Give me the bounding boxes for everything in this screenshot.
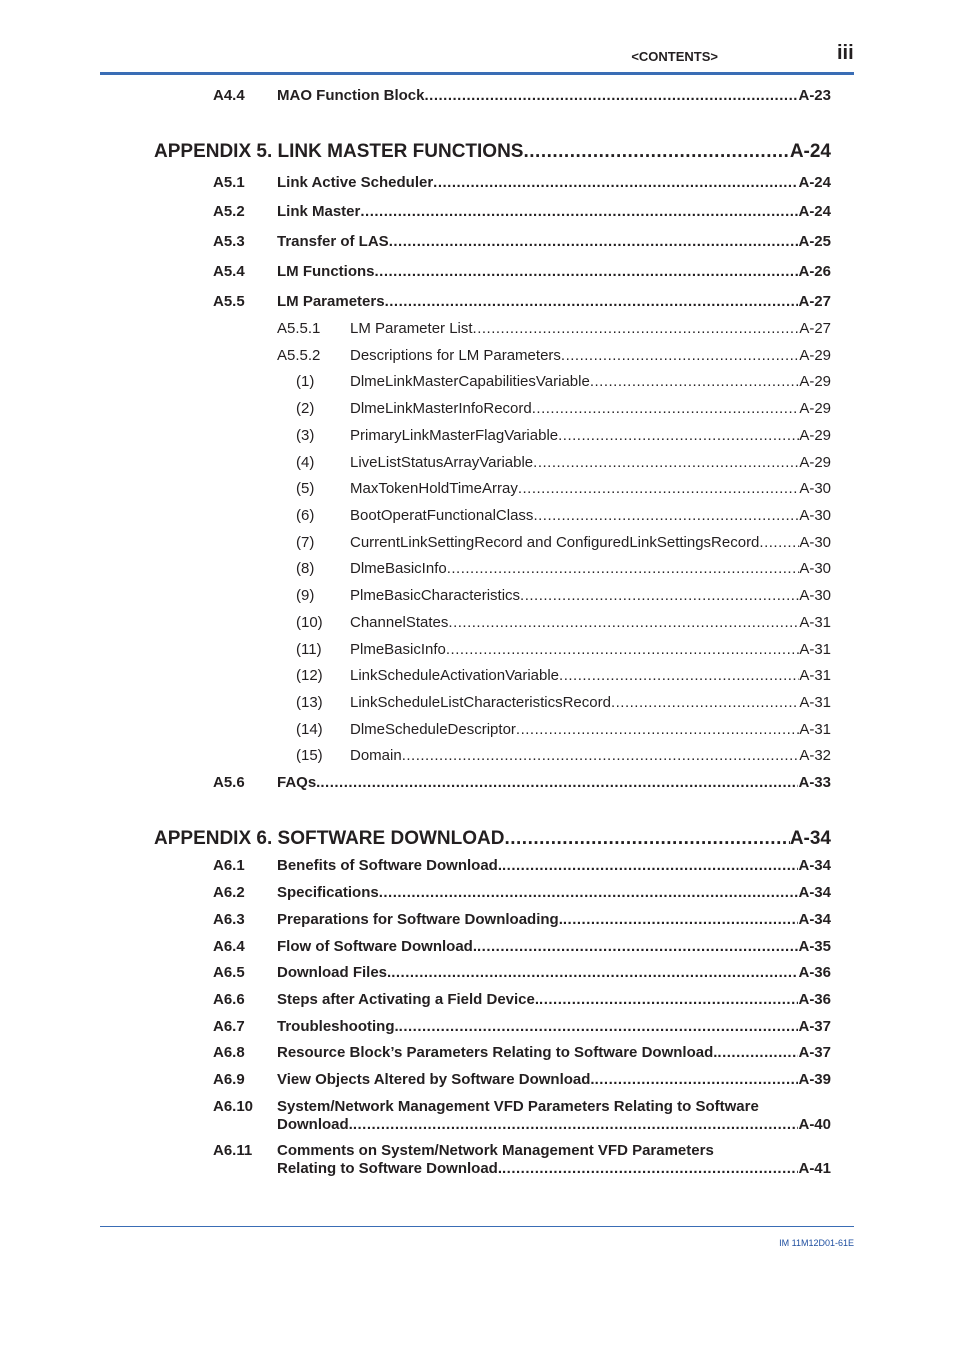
entry-number: (10) xyxy=(296,614,323,631)
entry-page: A-27 xyxy=(799,320,831,337)
toc-entry-param-2[interactable] xyxy=(350,400,831,420)
toc-entry-param-12[interactable] xyxy=(350,667,831,687)
entry-number: (5) xyxy=(296,480,315,497)
entry-number: (15) xyxy=(296,747,323,764)
entry-page: A-39 xyxy=(798,1071,831,1088)
dot-leader xyxy=(558,427,799,444)
entry-page: A-29 xyxy=(799,400,831,417)
entry-title: Domain xyxy=(350,747,402,764)
dot-leader xyxy=(375,263,799,280)
entry-title: LM Parameter List xyxy=(350,320,473,337)
entry-number: (9) xyxy=(296,587,315,604)
dot-leader xyxy=(759,534,799,551)
toc-appendix-6[interactable] xyxy=(154,828,831,852)
page-number: iii xyxy=(837,42,854,64)
dot-leader xyxy=(611,694,799,711)
toc-entry-a6-7[interactable] xyxy=(277,1018,831,1038)
entry-number: (8) xyxy=(296,560,315,577)
entry-number: A5.1 xyxy=(213,174,245,191)
toc-entry-param-14[interactable] xyxy=(350,721,831,741)
entry-title: FAQs. xyxy=(277,774,321,791)
entry-page: A-31 xyxy=(799,641,831,658)
entry-title: Preparations for Software Downloading. xyxy=(277,911,563,928)
entry-title: Link Active Scheduler xyxy=(277,174,434,191)
entry-title: PlmeBasicInfo xyxy=(350,641,446,658)
entry-title: CurrentLinkSettingRecord and ConfiguredLinkSettingsRecord xyxy=(350,534,760,551)
dot-leader xyxy=(559,667,799,684)
entry-title: Transfer of LAS xyxy=(277,233,389,250)
entry-page: A-30 xyxy=(799,480,831,497)
toc-entry-param-5[interactable] xyxy=(350,480,831,500)
appendix-page: A-34 xyxy=(789,828,831,849)
entry-page: A-25 xyxy=(798,233,831,250)
entry-number: (13) xyxy=(296,694,323,711)
entry-title: Flow of Software Download. xyxy=(277,938,477,955)
appendix-title: APPENDIX 5. LINK MASTER FUNCTIONS xyxy=(154,141,524,162)
toc-entry-param-10[interactable] xyxy=(350,614,831,634)
dot-leader xyxy=(502,857,798,874)
toc-entry-param-4[interactable] xyxy=(350,454,831,474)
entry-page: A-35 xyxy=(798,938,831,955)
toc-entry-param-7[interactable] xyxy=(350,534,831,554)
toc-entry-a5-2[interactable] xyxy=(277,203,831,223)
toc-entry-param-3[interactable] xyxy=(350,427,831,447)
entry-number: A5.4 xyxy=(213,263,245,280)
entry-page: A-32 xyxy=(799,747,831,764)
toc-entry-a5-6[interactable] xyxy=(277,774,831,794)
entry-page: A-31 xyxy=(799,694,831,711)
dot-leader xyxy=(563,911,799,928)
footer-rule xyxy=(100,1226,854,1227)
entry-number: A6.1 xyxy=(213,857,245,874)
entry-title: LM Functions xyxy=(277,263,375,280)
entry-title: Relating to Software Download. xyxy=(277,1160,503,1177)
dot-leader xyxy=(448,614,799,631)
entry-title: Link Master xyxy=(277,203,361,220)
entry-page: A-29 xyxy=(799,373,831,390)
entry-number: A5.5 xyxy=(213,293,245,310)
toc-entry-a6-10[interactable] xyxy=(277,1116,831,1136)
entry-page: A-26 xyxy=(798,263,831,280)
entry-page: A-34 xyxy=(798,884,831,901)
toc-entry-param-8[interactable] xyxy=(350,560,831,580)
entry-number: A6.2 xyxy=(213,884,245,901)
entry-page: A-41 xyxy=(798,1160,831,1177)
document-id: IM 11M12D01-61E xyxy=(779,1238,854,1248)
entry-title: PlmeBasicCharacteristics xyxy=(350,587,521,604)
entry-page: A-29 xyxy=(799,347,831,364)
entry-title: Download Files. xyxy=(277,964,392,981)
entry-number: (12) xyxy=(296,667,323,684)
header-label: <CONTENTS> xyxy=(631,49,718,64)
toc-entry-param-13[interactable] xyxy=(350,694,831,714)
entry-page: A-33 xyxy=(798,774,831,791)
toc-appendix-5[interactable] xyxy=(154,141,831,165)
dot-leader xyxy=(379,884,799,901)
dot-leader xyxy=(433,174,798,191)
toc-entry-a5-5-1[interactable] xyxy=(350,320,831,340)
entry-title: PrimaryLinkMasterFlagVariable xyxy=(350,427,559,444)
entry-number: A4.4 xyxy=(213,87,245,104)
dot-leader xyxy=(539,991,798,1008)
entry-title: Steps after Activating a Field Device. xyxy=(277,991,540,1008)
entry-number: (6) xyxy=(296,507,315,524)
dot-leader xyxy=(520,587,799,604)
entry-page: A-34 xyxy=(798,911,831,928)
toc-entry-param-6[interactable] xyxy=(350,507,831,527)
toc-entry-a6-9[interactable] xyxy=(277,1071,831,1091)
entry-page: A-31 xyxy=(799,667,831,684)
entry-page: A-31 xyxy=(799,614,831,631)
entry-title: Specifications xyxy=(277,884,379,901)
dot-leader xyxy=(504,828,789,850)
entry-title: MAO Function Block xyxy=(277,87,425,104)
dot-leader xyxy=(533,507,799,524)
entry-title: Benefits of Software Download. xyxy=(277,857,503,874)
dot-leader xyxy=(717,1044,798,1061)
entry-number: (3) xyxy=(296,427,315,444)
entry-number: A5.5.2 xyxy=(277,347,321,364)
entry-page: A-37 xyxy=(798,1044,831,1061)
dot-leader xyxy=(595,1071,799,1088)
dot-leader xyxy=(447,560,800,577)
entry-title: DlmeLinkMasterInfoRecord xyxy=(350,400,532,417)
toc-entry-a5-3[interactable] xyxy=(277,233,831,253)
entry-page: A-40 xyxy=(798,1116,831,1133)
entry-page: A-27 xyxy=(798,293,831,310)
entry-number: A6.10 xyxy=(213,1098,254,1115)
toc-entry-param-9[interactable] xyxy=(350,587,831,607)
entry-page: A-30 xyxy=(799,507,831,524)
entry-number: A6.11 xyxy=(213,1142,253,1159)
header-rule xyxy=(100,72,854,75)
entry-title: ChannelStates xyxy=(350,614,449,631)
entry-title: LinkScheduleListCharacteristicsRecord xyxy=(350,694,611,711)
toc-entry-a5-5-2[interactable] xyxy=(350,347,831,367)
entry-page: A-36 xyxy=(798,964,831,981)
entry-number: A5.2 xyxy=(213,203,245,220)
dot-leader xyxy=(473,320,800,337)
dot-leader xyxy=(533,454,799,471)
dot-leader xyxy=(518,480,799,497)
dot-leader xyxy=(502,1160,798,1177)
entry-number: (2) xyxy=(296,400,315,417)
entry-title: DlmeLinkMasterCapabilitiesVariable xyxy=(350,373,590,390)
entry-number: A6.7 xyxy=(213,1018,245,1035)
toc-entry-a6-4[interactable] xyxy=(277,938,831,958)
dot-leader xyxy=(523,141,789,163)
entry-page: A-34 xyxy=(798,857,831,874)
toc-entry-a5-5[interactable] xyxy=(277,293,831,313)
entry-number: (7) xyxy=(296,534,315,551)
toc-entry-param-11[interactable] xyxy=(350,641,831,661)
dot-leader xyxy=(353,1116,799,1133)
toc-entry-a6-11[interactable] xyxy=(277,1160,831,1180)
entry-number: A5.6 xyxy=(213,774,245,791)
dot-leader xyxy=(391,964,798,981)
entry-title: DlmeBasicInfo xyxy=(350,560,447,577)
entry-title: LM Parameters xyxy=(277,293,385,310)
dot-leader xyxy=(532,400,800,417)
entry-number: A6.4 xyxy=(213,938,245,955)
entry-number: A6.6 xyxy=(213,991,245,1008)
dot-leader xyxy=(385,293,799,310)
entry-page: A-30 xyxy=(799,534,831,551)
entry-number: (1) xyxy=(296,373,315,390)
entry-page: A-23 xyxy=(798,87,831,104)
entry-title: View Objects Altered by Software Download. xyxy=(277,1071,595,1088)
toc-entry-a6-8[interactable] xyxy=(277,1044,831,1064)
toc-entry-param-15[interactable] xyxy=(350,747,831,767)
entry-title-line-1[interactable]: System/Network Management VFD Parameters Relating to Software xyxy=(277,1098,759,1115)
toc-entry-a6-5[interactable] xyxy=(277,964,831,984)
toc-entry-a5-1[interactable] xyxy=(277,174,831,194)
appendix-page: A-24 xyxy=(789,141,831,162)
entry-number: (14) xyxy=(296,721,323,738)
entry-number: (11) xyxy=(296,641,322,658)
dot-leader xyxy=(516,721,799,738)
appendix-title: APPENDIX 6. SOFTWARE DOWNLOAD xyxy=(154,828,505,849)
entry-number: A6.9 xyxy=(213,1071,245,1088)
entry-page: A-24 xyxy=(798,203,831,220)
entry-page: A-31 xyxy=(799,721,831,738)
toc-entry-a6-2[interactable] xyxy=(277,884,831,904)
entry-title: Resource Block’s Parameters Relating to Software Download. xyxy=(277,1044,718,1061)
entry-number: A5.3 xyxy=(213,233,245,250)
entry-title: LinkScheduleActivationVariable xyxy=(350,667,560,684)
dot-leader xyxy=(360,203,798,220)
dot-leader xyxy=(477,938,798,955)
entry-title: BootOperatFunctionalClass xyxy=(350,507,534,524)
entry-number: A6.3 xyxy=(213,911,245,928)
dot-leader xyxy=(446,641,799,658)
entry-title: DlmeScheduleDescriptor xyxy=(350,721,516,738)
entry-number: A6.8 xyxy=(213,1044,245,1061)
entry-page: A-30 xyxy=(799,587,831,604)
entry-title: Troubleshooting. xyxy=(277,1018,399,1035)
entry-title: Download. xyxy=(277,1116,353,1133)
dot-leader xyxy=(399,1018,799,1035)
entry-number: A5.5.1 xyxy=(277,320,321,337)
entry-number: (4) xyxy=(296,454,315,471)
toc-entry-param-1[interactable] xyxy=(350,373,831,393)
entry-title-line-1[interactable]: Comments on System/Network Management VFD Parameters xyxy=(277,1142,714,1159)
entry-page: A-30 xyxy=(799,560,831,577)
entry-title: LiveListStatusArrayVariable xyxy=(350,454,534,471)
dot-leader xyxy=(425,87,799,104)
entry-page: A-36 xyxy=(798,991,831,1008)
entry-page: A-29 xyxy=(799,427,831,444)
toc-entry-a5-4[interactable] xyxy=(277,263,831,283)
entry-number: A6.5 xyxy=(213,964,245,981)
toc-entry-a6-1[interactable] xyxy=(277,857,831,877)
toc-entry-a6-6[interactable] xyxy=(277,991,831,1011)
toc-entry-a4-4[interactable] xyxy=(277,87,831,107)
toc-entry-a6-3[interactable] xyxy=(277,911,831,931)
dot-leader xyxy=(590,373,799,390)
dot-leader xyxy=(320,774,798,791)
dot-leader xyxy=(561,347,799,364)
entry-title: Descriptions for LM Parameters xyxy=(350,347,561,364)
dot-leader xyxy=(402,747,800,764)
entry-title: MaxTokenHoldTimeArray xyxy=(350,480,518,497)
dot-leader xyxy=(389,233,799,250)
entry-page: A-24 xyxy=(798,174,831,191)
entry-page: A-29 xyxy=(799,454,831,471)
entry-page: A-37 xyxy=(798,1018,831,1035)
